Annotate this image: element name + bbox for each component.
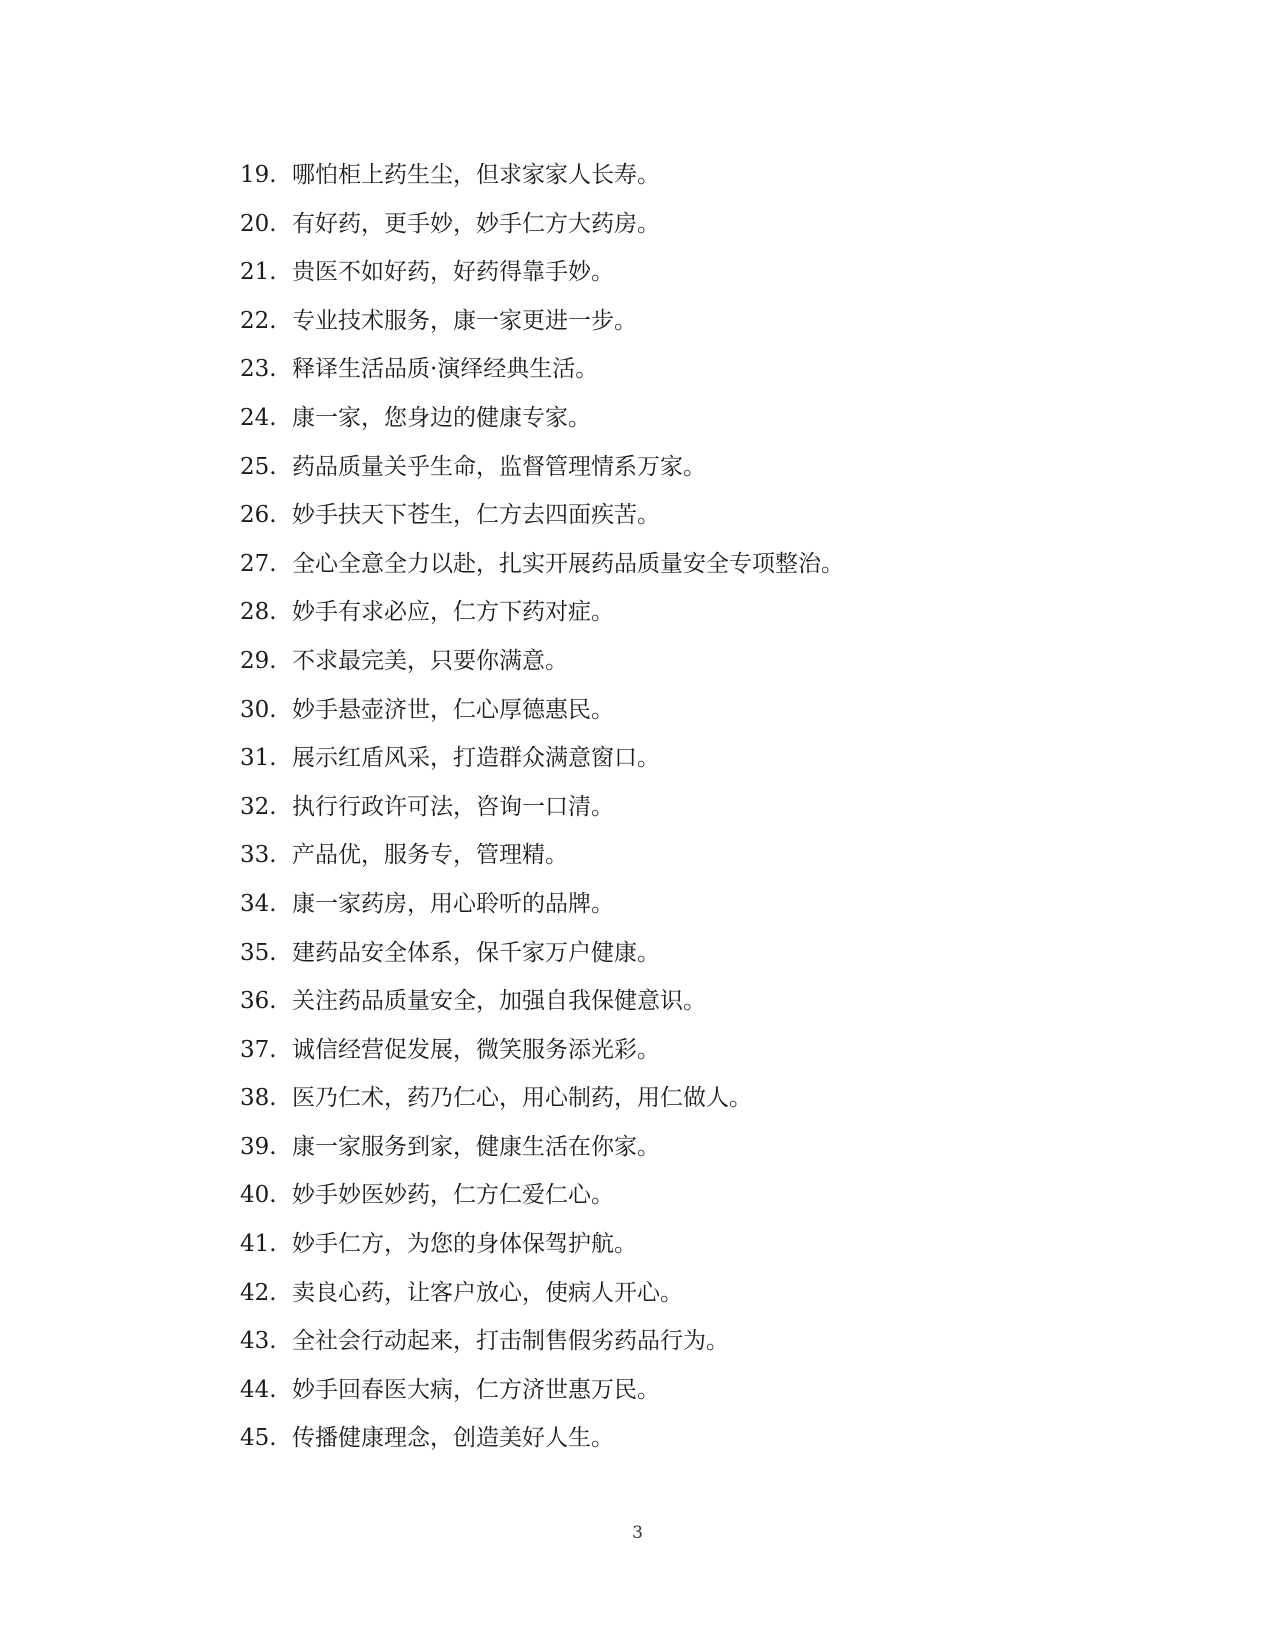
item-text: 全社会行动起来，打击制售假劣药品行为。: [292, 1328, 729, 1355]
item-text: 妙手妙医妙药，仁方仁爱仁心。: [292, 1182, 614, 1209]
item-text: 贵医不如好药，好药得靠手妙。: [292, 259, 614, 286]
list-item: [240, 686, 1200, 735]
item-number: 30.: [240, 696, 277, 723]
item-number: 38.: [240, 1085, 277, 1112]
item-number: 37.: [240, 1036, 277, 1063]
list-item: [240, 929, 1200, 978]
item-number: 40.: [240, 1182, 277, 1209]
item-text: 康一家服务到家，健康生活在你家。: [292, 1133, 660, 1160]
item-text: 全心全意全力以赴，扎实开展药品质量安全专项整治。: [292, 550, 844, 577]
list-item: [240, 151, 1200, 200]
item-text: 药品质量关乎生命，监督管理情系万家。: [292, 453, 706, 480]
item-number: 32.: [240, 793, 277, 820]
list-item: [240, 1171, 1200, 1220]
item-number: 20.: [240, 210, 277, 237]
list-item: [240, 443, 1200, 492]
list-item: [240, 831, 1200, 880]
item-number: 34.: [240, 890, 277, 917]
item-text: 展示红盾风采，打造群众满意窗口。: [292, 745, 660, 772]
item-text: 专业技术服务，康一家更进一步。: [292, 307, 637, 334]
list-item: [240, 540, 1200, 589]
item-number: 44.: [240, 1376, 277, 1403]
item-number: 23.: [240, 356, 277, 383]
list-item: [240, 734, 1200, 783]
list-item: [240, 200, 1200, 249]
item-number: 33.: [240, 842, 277, 869]
item-text: 有好药，更手妙，妙手仁方大药房。: [292, 210, 660, 237]
list-item: [240, 1123, 1200, 1172]
slogan-list: [240, 151, 1200, 1463]
page-number: 3: [632, 1523, 643, 1543]
item-text: 妙手悬壶济世，仁心厚德惠民。: [292, 696, 614, 723]
list-item: [240, 1074, 1200, 1123]
item-number: 26.: [240, 502, 277, 529]
item-number: 25.: [240, 453, 277, 480]
item-text: 妙手有求必应，仁方下药对症。: [292, 599, 614, 626]
item-number: 21.: [240, 259, 277, 286]
item-text: 卖良心药，让客户放心，使病人开心。: [292, 1279, 683, 1306]
item-text: 产品优，服务专，管理精。: [292, 842, 568, 869]
list-item: [240, 588, 1200, 637]
item-text: 不求最完美，只要你满意。: [292, 647, 568, 674]
item-number: 43.: [240, 1328, 277, 1355]
list-item: [240, 394, 1200, 443]
list-item: [240, 1026, 1200, 1075]
item-text: 康一家，您身边的健康专家。: [292, 404, 591, 431]
list-item: [240, 1269, 1200, 1318]
list-item: [240, 880, 1200, 929]
list-item: [240, 1366, 1200, 1415]
item-number: 42.: [240, 1279, 277, 1306]
item-text: 哪怕柜上药生尘，但求家家人长寿。: [292, 162, 660, 188]
list-item: [240, 783, 1200, 832]
item-number: 39.: [240, 1133, 277, 1160]
list-item: [240, 248, 1200, 297]
item-text: 建药品安全体系，保千家万户健康。: [292, 939, 660, 966]
item-text: 康一家药房，用心聆听的品牌。: [292, 890, 614, 917]
item-text: 关注药品质量安全，加强自我保健意识。: [292, 988, 706, 1015]
item-text: 执行行政许可法，咨询一口清。: [292, 793, 614, 820]
item-text: 妙手仁方，为您的身体保驾护航。: [292, 1231, 637, 1258]
item-number: 22.: [240, 307, 277, 334]
list-item: [240, 637, 1200, 686]
list-item: [240, 1317, 1200, 1366]
list-item: [240, 491, 1200, 540]
list-item: [240, 345, 1200, 394]
item-number: 36.: [240, 988, 277, 1015]
item-number: 28.: [240, 599, 277, 626]
item-text: 诚信经营促发展，微笑服务添光彩。: [292, 1036, 660, 1063]
list-item: [240, 977, 1200, 1026]
item-number: 35.: [240, 939, 277, 966]
item-text: 妙手回春医大病，仁方济世惠万民。: [292, 1376, 660, 1403]
item-text: 释译生活品质·演绎经典生活。: [292, 356, 599, 383]
item-number: 41.: [240, 1231, 277, 1258]
item-text: 医乃仁术，药乃仁心，用心制药，用仁做人。: [292, 1085, 752, 1112]
item-number: 24.: [240, 404, 277, 431]
item-number: 19.: [240, 162, 277, 188]
item-number: 31.: [240, 745, 277, 772]
list-item: [240, 1220, 1200, 1269]
item-number: 27.: [240, 550, 277, 577]
item-number: 29.: [240, 647, 277, 674]
item-text: 妙手扶天下苍生，仁方去四面疾苦。: [292, 502, 660, 529]
item-number: 45.: [240, 1425, 277, 1452]
list-item: [240, 297, 1200, 346]
item-text: 传播健康理念，创造美好人生。: [292, 1425, 614, 1452]
list-item: [240, 1414, 1200, 1463]
